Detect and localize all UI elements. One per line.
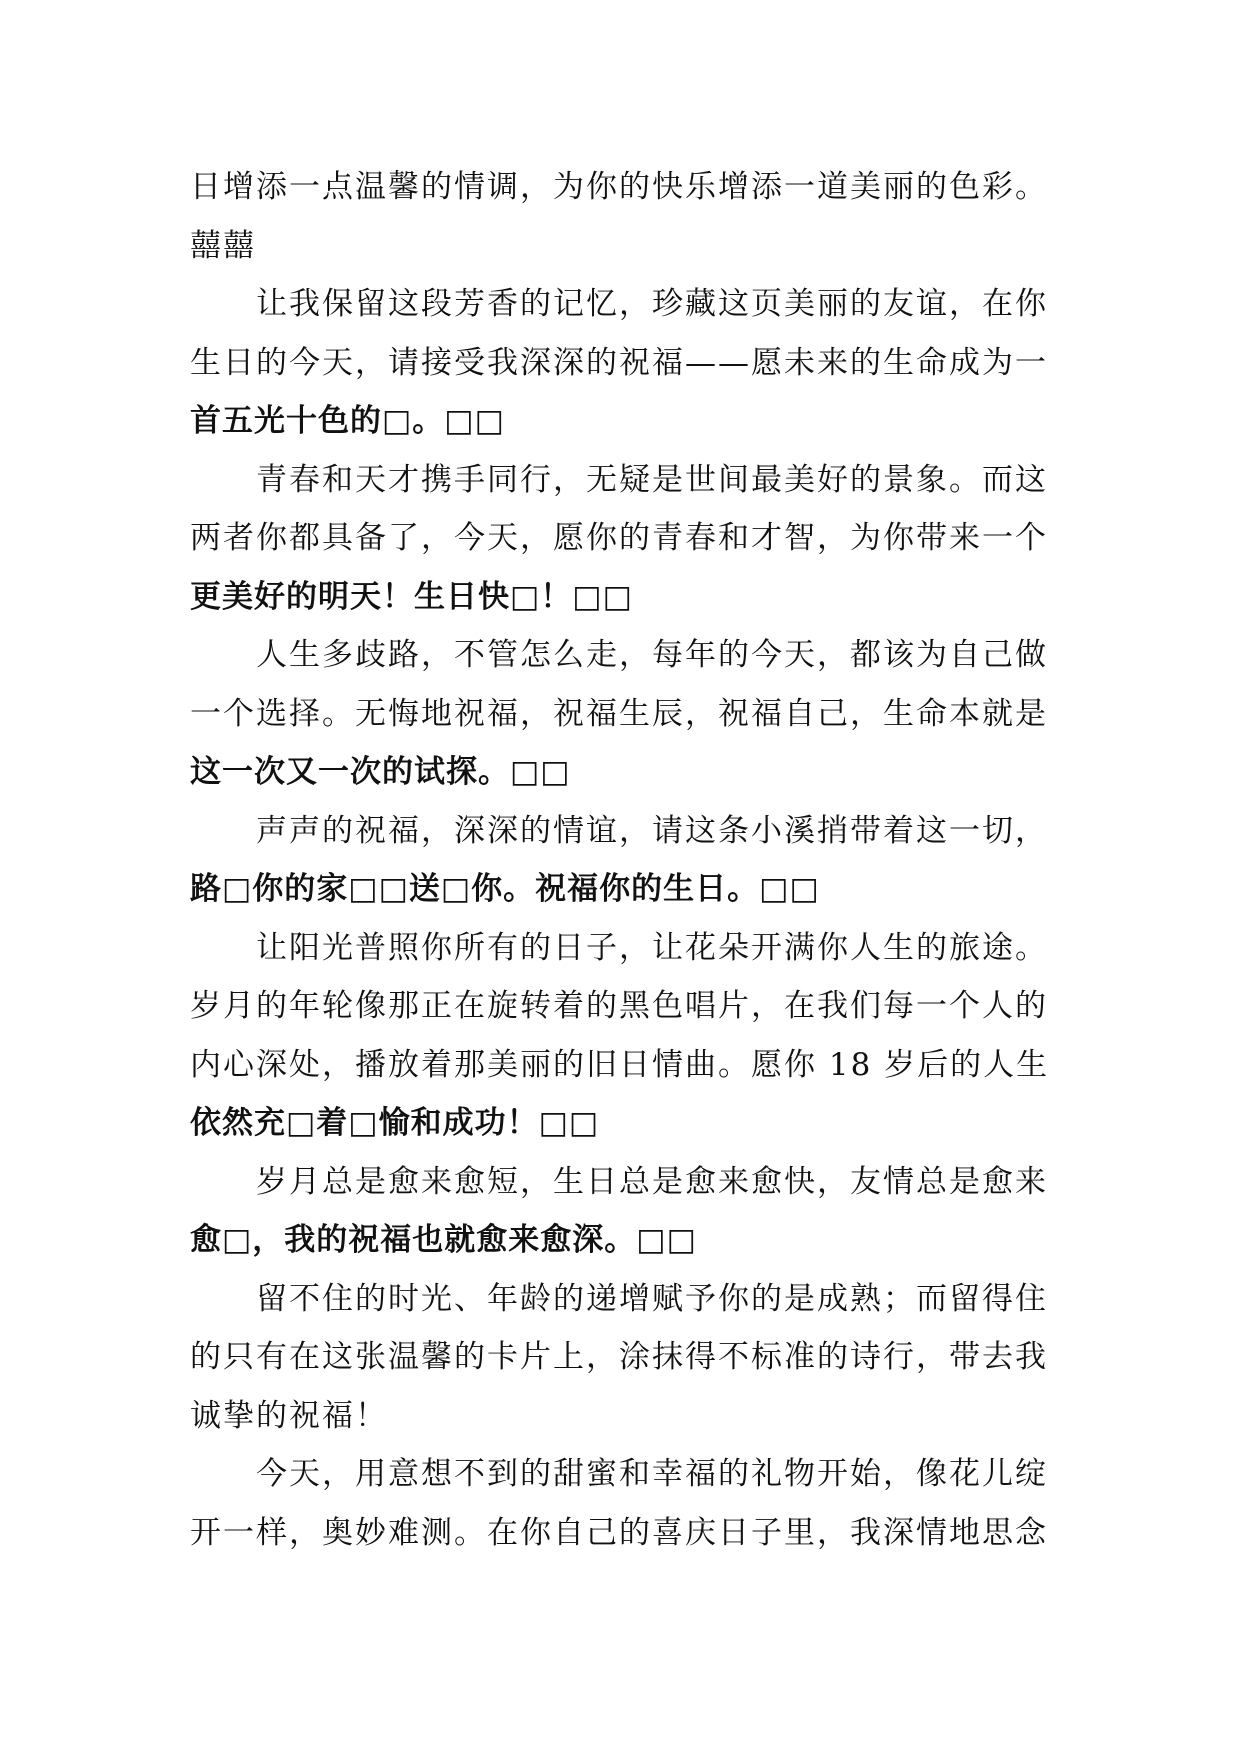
text-line: 囍囍 bbox=[190, 227, 256, 264]
text-line: 依然充□着□愉和成功！□□ bbox=[190, 1105, 600, 1141]
text-line: 诚挚的祝福！ bbox=[190, 1397, 388, 1434]
text-line: 内心深处，播放着那美丽的旧日情曲。愿你 18 岁后的人生 bbox=[190, 1046, 1050, 1083]
text-line: 愈□，我的祝福也就愈来愈深。□□ bbox=[190, 1222, 697, 1258]
text-line: 更美好的明天！生日快□！□□ bbox=[190, 578, 633, 615]
text-line: 生日的今天，请接受我深深的祝福——愿未来的生命成为一 bbox=[190, 344, 1048, 381]
text-line: 岁月的年轮像那正在旋转着的黑色唱片，在我们每一个人的 bbox=[190, 988, 1048, 1024]
text-line: 日增添一点温馨的情调，为你的快乐增添一道美丽的色彩。 bbox=[190, 169, 1048, 205]
text-line: 开一样，奥妙难测。在你自己的喜庆日子里，我深情地思念 bbox=[190, 1514, 1048, 1551]
text-line: 的只有在这张温馨的卡片上，涂抹得不标准的诗行，带去我 bbox=[190, 1339, 1048, 1375]
paragraph-start-line: 声声的祝福，深深的情谊，请这条小溪捎带着这一切， bbox=[256, 812, 1048, 849]
paragraph-start-line: 今天，用意想不到的甜蜜和幸福的礼物开始，像花儿绽 bbox=[256, 1456, 1048, 1492]
paragraph-start-line: 青春和天才携手同行，无疑是世间最美好的景象。而这 bbox=[256, 461, 1048, 498]
paragraph-start-line: 让我保留这段芳香的记忆，珍藏这页美丽的友谊，在你 bbox=[256, 286, 1048, 322]
text-line: 路□你的家□□送□你。祝福你的生日。□□ bbox=[190, 871, 820, 907]
paragraph-start-line: 让阳光普照你所有的日子，让花朵开满你人生的旅途。 bbox=[256, 929, 1048, 966]
text-line: 一个选择。无悔地祝福，祝福生辰，祝福自己，生命本就是 bbox=[190, 695, 1048, 732]
text-line: 两者你都具备了，今天，愿你的青春和才智，为你带来一个 bbox=[190, 520, 1048, 556]
document-body bbox=[190, 158, 1060, 1562]
paragraph-start-line: 人生多歧路，不管怎么走，每年的今天，都该为自己做 bbox=[256, 637, 1048, 673]
paragraph-start-line: 留不住的时光、年龄的递增赋予你的是成熟；而留得住 bbox=[256, 1280, 1048, 1317]
text-line: 首五光十色的□。□□ bbox=[190, 403, 505, 439]
text-line: 这一次又一次的试探。□□ bbox=[190, 754, 571, 790]
paragraph-start-line: 岁月总是愈来愈短，生日总是愈来愈快，友情总是愈来 bbox=[256, 1163, 1048, 1200]
